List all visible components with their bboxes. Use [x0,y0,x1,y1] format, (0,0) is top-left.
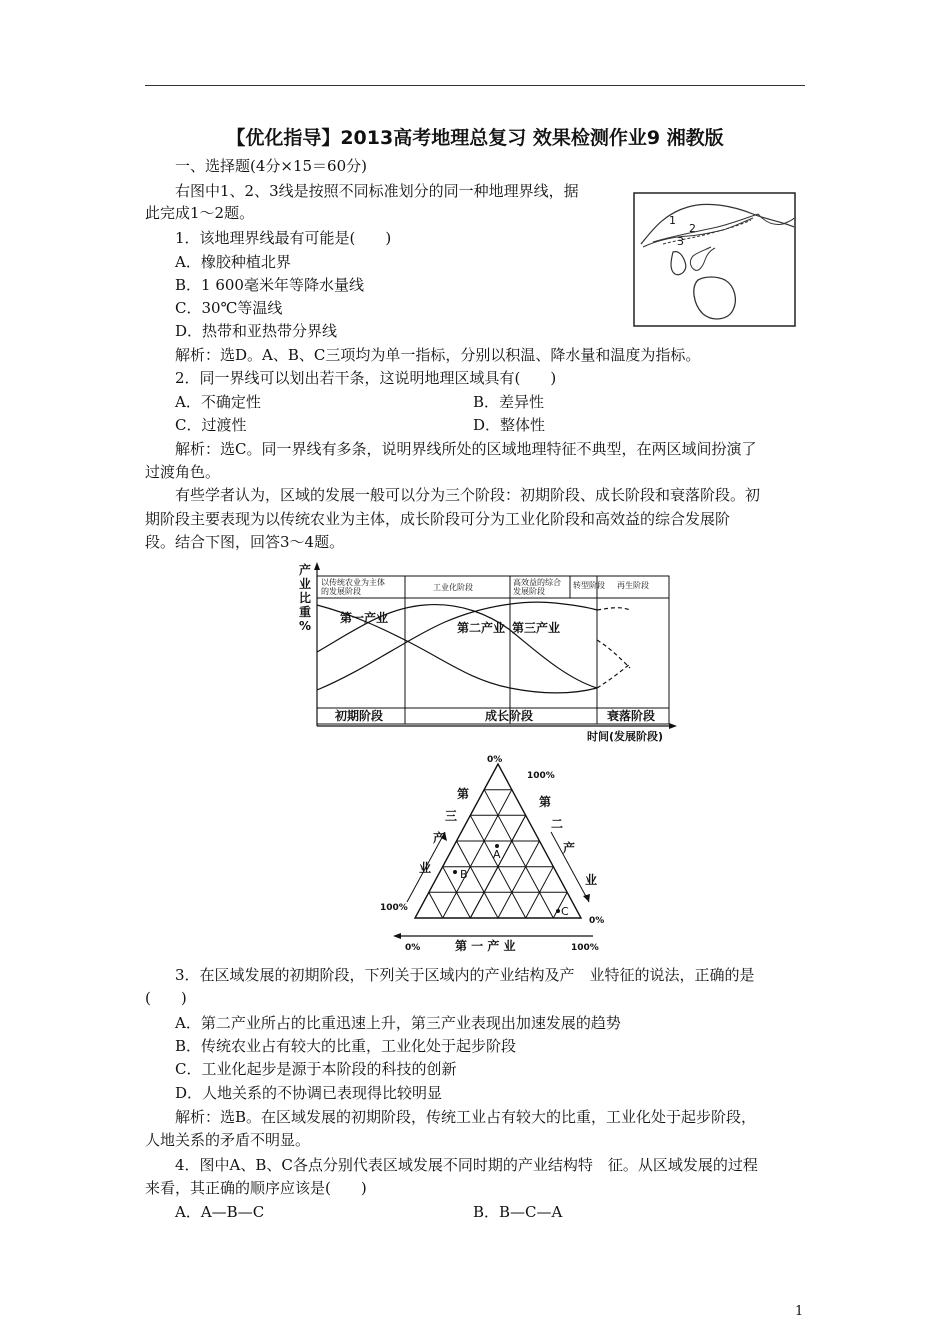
base-axis-label: 第 一 产 业 [455,939,516,953]
ternary-top-label: 0% [487,755,503,765]
curve-label-secondary: 第二产业 [457,621,506,635]
intro1-line2: 此完成1～2题。 [145,204,255,222]
q3-answer-line1: 解析：选B。在区域发展的初期阶段，传统工业占有较大的比重，工业化处于起步阶段， [175,1108,757,1126]
ternary-right-top-label: 100% [527,771,555,781]
q3-stem-line1: 3．在区域发展的初期阶段，下列关于区域内的产业结构及产 业特征的说法，正确的是 [175,966,755,984]
chart-top-phase-1b: 的发展阶段 [321,587,361,596]
right-axis-char-3: 产 [563,841,576,855]
bottom-phase-1: 初期阶段 [335,709,384,723]
chart-ylabel-2: 业 [299,577,312,591]
q4-option-b: B．B—C—A [473,1203,563,1221]
ternary-right-bottom-label: 0% [589,916,605,926]
intro2-line3: 段。结合下图，回答3～4题。 [145,533,345,551]
q1-stem: 1．该地理界线最有可能是( ) [175,229,392,247]
q1-option-a: A．橡胶种植北界 [175,253,291,271]
chart-ylabel-5: % [299,619,312,633]
boundary-map [633,192,796,327]
ternary-left-bottom-label: 100% [380,903,408,913]
chart-top-phase-3b: 发展阶段 [513,587,545,596]
q4-stem-line1: 4．图中A、B、C各点分别代表区域发展不同时期的产业结构特 征。从区域发展的过程 [175,1156,758,1174]
right-axis-char-2: 二 [551,817,564,831]
point-b-label: B [460,868,468,881]
chart-ylabel-4: 重 [299,605,312,619]
section-heading: 一、选择题(4分×15＝60分) [175,157,367,175]
right-axis-char-1: 第 [539,795,552,809]
chart-top-phase-1a: 以传统农业为主体 [321,578,385,587]
q2-option-d: D．整体性 [473,416,546,434]
ternary-base-left-label: 0% [405,943,421,953]
q2-option-c: C．过渡性 [175,416,247,434]
page-title: 【优化指导】2013高考地理总复习 效果检测作业9 湘教版 [226,127,724,149]
point-c-label: C [561,905,569,918]
industry-structure-triangle [375,752,610,954]
q1-answer: 解析：选D。A、B、C三项均为单一指标，分别以积温、降水量和温度为指标。 [175,346,701,364]
chart-ylabel-1: 产 [299,563,312,577]
map-label-3: 3 [677,235,684,248]
chart-ylabel-3: 比 [299,591,312,605]
q3-option-c: C．工业化起步是源于本阶段的科技的创新 [175,1060,457,1078]
map-label-2: 2 [689,222,696,235]
chart-top-phase-5: 再生阶段 [617,581,649,590]
page-number: 1 [795,1304,804,1319]
map-label-1: 1 [669,214,676,227]
q3-answer-line2: 人地关系的矛盾不明显。 [145,1131,311,1149]
q3-option-a: A．第二产业所占的比重迅速上升，第三产业表现出加速发展的趋势 [175,1014,621,1032]
q2-answer-line1: 解析：选C。同一界线有多条，说明界线所处的区域地理特征不典型，在两区域间扮演了 [175,440,757,458]
q2-option-a: A．不确定性 [175,393,261,411]
chart-top-phase-2: 工业化阶段 [433,583,473,592]
intro1-line1: 右图中1、2、3线是按照不同标准划分的同一种地理界线，据 [175,182,579,200]
q3-stem-line2: ( ) [145,989,187,1007]
left-axis-char-3: 产 [433,831,446,845]
header-rule [145,85,805,86]
q2-answer-line2: 过渡角色。 [145,463,221,481]
left-axis-char-1: 第 [457,787,470,801]
right-axis-char-4: 业 [585,873,598,887]
q1-option-b: B．1 600毫米年等降水量线 [175,276,364,294]
q2-option-b: B．差异性 [473,393,545,411]
q3-option-d: D．人地关系的不协调已表现得比较明显 [175,1084,443,1102]
bottom-phase-3: 衰落阶段 [607,709,656,723]
curve-label-primary: 第一产业 [340,611,389,625]
intro2-line2: 期阶段主要表现为以传统农业为主体，成长阶段可分为工业化阶段和高效益的综合发展阶 [145,510,731,528]
q1-option-d: D．热带和亚热带分界线 [175,322,338,340]
development-stage-chart [295,560,685,745]
chart-xlabel: 时间(发展阶段) [587,730,664,743]
point-a-label: A [493,848,501,861]
chart-top-phase-4: 转型阶段 [573,581,605,590]
left-axis-char-2: 三 [445,809,458,823]
curve-label-tertiary: 第三产业 [512,621,561,635]
intro2-line1: 有些学者认为，区域的发展一般可以分为三个阶段：初期阶段、成长阶段和衰落阶段。初 [175,486,761,504]
q3-option-b: B．传统农业占有较大的比重，工业化处于起步阶段 [175,1037,517,1055]
chart-top-phase-3a: 高效益的综合 [513,578,561,587]
q2-stem: 2．同一界线可以划出若干条，这说明地理区域具有( ) [175,369,557,387]
q1-option-c: C．30℃等温线 [175,299,283,317]
q4-option-a: A．A—B—C [175,1203,265,1221]
q4-stem-line2: 来看，其正确的顺序应该是( ) [145,1179,367,1197]
bottom-phase-2: 成长阶段 [485,709,534,723]
left-axis-char-4: 业 [419,861,432,875]
ternary-base-right-label: 100% [571,943,599,953]
